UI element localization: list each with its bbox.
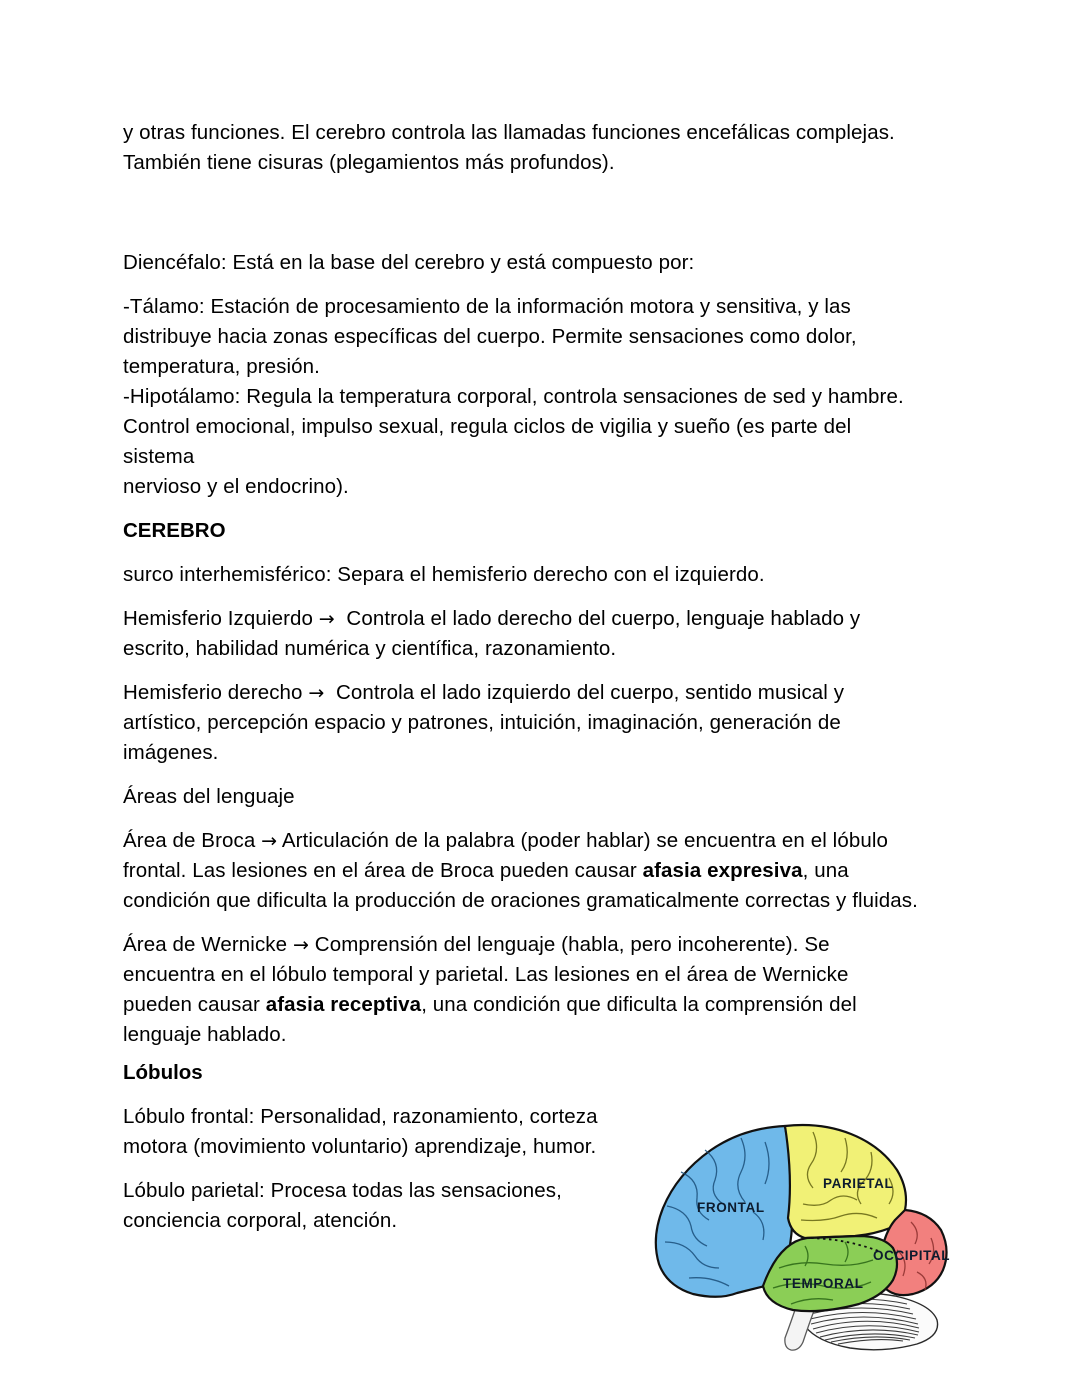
hipotalamo-line-2: Control emocional, impulso sexual, regula ciclos de vigilia y sueño (es parte del sistema bbox=[123, 415, 852, 468]
broca-label: Área de Broca bbox=[123, 829, 256, 852]
broca-text-after: , una condición que dificulta la producción de oraciones gramaticalmente correctas y fluidas. bbox=[123, 859, 918, 912]
intro-line-2: También tiene cisuras (plegamientos más profundos). bbox=[123, 151, 615, 174]
paragraph-lobulo-frontal: Lóbulo frontal: Personalidad, razonamiento, corteza motora (movimiento voluntario) aprendizaje, humor. bbox=[123, 1105, 598, 1158]
hipotalamo-line-1: -Hipotálamo: Regula la temperatura corporal, controla sensaciones de sed y hambre. bbox=[123, 385, 904, 408]
broca-bold-term: afasia expresiva bbox=[642, 859, 803, 882]
paragraph-hemisferio-derecho bbox=[123, 678, 923, 768]
label-temporal: TEMPORAL bbox=[783, 1276, 864, 1291]
label-frontal: FRONTAL bbox=[697, 1200, 765, 1215]
wernicke-text-before: Comprensión del lenguaje (habla, pero incoherente). Se encuentra en el lóbulo temporal y parietal. Las lesiones en el área de Wernicke pueden causar bbox=[123, 933, 849, 1016]
paragraph-talamo bbox=[123, 292, 923, 382]
hemisferio-izquierdo-label: Hemisferio Izquierdo bbox=[123, 607, 313, 630]
intro-line-1: y otras funciones. El cerebro controla las llamadas funciones encefálicas complejas. bbox=[123, 121, 895, 144]
arrow-icon: → bbox=[292, 934, 309, 956]
broca-text-before: Articulación de la palabra (poder hablar) se encuentra en el lóbulo frontal. Las lesiones en el área de Broca pueden causar bbox=[123, 829, 888, 882]
document-body bbox=[123, 118, 923, 1064]
section-spacer bbox=[123, 192, 923, 248]
brain-lobes-figure bbox=[645, 1108, 975, 1358]
wernicke-label: Área de Wernicke bbox=[123, 933, 288, 956]
talamo-line-1: -Tálamo: Estación de procesamiento de la información motora y sensitiva, y las bbox=[123, 295, 851, 318]
talamo-line-3: temperatura, presión. bbox=[123, 355, 320, 378]
hemisferio-derecho-label: Hemisferio derecho bbox=[123, 681, 303, 704]
heading-cerebro: CEREBRO bbox=[123, 519, 226, 542]
hemisferio-derecho-text: Controla el lado izquierdo del cuerpo, sentido musical y artístico, percepción espacio y patrones, intuición, imaginación, generación de imágenes. bbox=[123, 681, 845, 764]
label-occipital: OCCIPITAL bbox=[873, 1248, 951, 1263]
label-parietal: PARIETAL bbox=[823, 1176, 894, 1191]
lobulos-section bbox=[123, 1058, 951, 1291]
hemisferio-izquierdo-text: Controla el lado derecho del cuerpo, lenguaje hablado y escrito, habilidad numérica y científica, razonamiento. bbox=[123, 607, 861, 660]
paragraph-wernicke bbox=[123, 930, 923, 1050]
paragraph-hipotalamo bbox=[123, 382, 923, 502]
lobulos-text-column bbox=[123, 1058, 623, 1236]
paragraph-intro bbox=[123, 118, 923, 178]
arrow-icon: → bbox=[318, 608, 335, 630]
talamo-line-2: distribuye hacia zonas específicas del cuerpo. Permite sensaciones como dolor, bbox=[123, 325, 857, 348]
arrow-icon: → bbox=[261, 830, 278, 852]
paragraph-diencefalo: Diencéfalo: Está en la base del cerebro y está compuesto por: bbox=[123, 251, 695, 274]
wernicke-bold-term: afasia receptiva bbox=[265, 993, 422, 1016]
wernicke-text-after: , una condición que dificulta la comprensión del lenguaje hablado. bbox=[123, 993, 857, 1046]
arrow-icon: → bbox=[308, 682, 325, 704]
heading-lobulos: Lóbulos bbox=[123, 1061, 203, 1084]
paragraph-surco: surco interhemisférico: Separa el hemisferio derecho con el izquierdo. bbox=[123, 563, 765, 586]
paragraph-hemisferio-izquierdo bbox=[123, 604, 923, 664]
hipotalamo-line-3: nervioso y el endocrino). bbox=[123, 475, 349, 498]
paragraph-areas-lenguaje: Áreas del lenguaje bbox=[123, 785, 295, 808]
brain-diagram-svg bbox=[645, 1108, 975, 1358]
paragraph-lobulo-parietal: Lóbulo parietal: Procesa todas las sensaciones, conciencia corporal, atención. bbox=[123, 1179, 562, 1232]
paragraph-broca bbox=[123, 826, 923, 916]
